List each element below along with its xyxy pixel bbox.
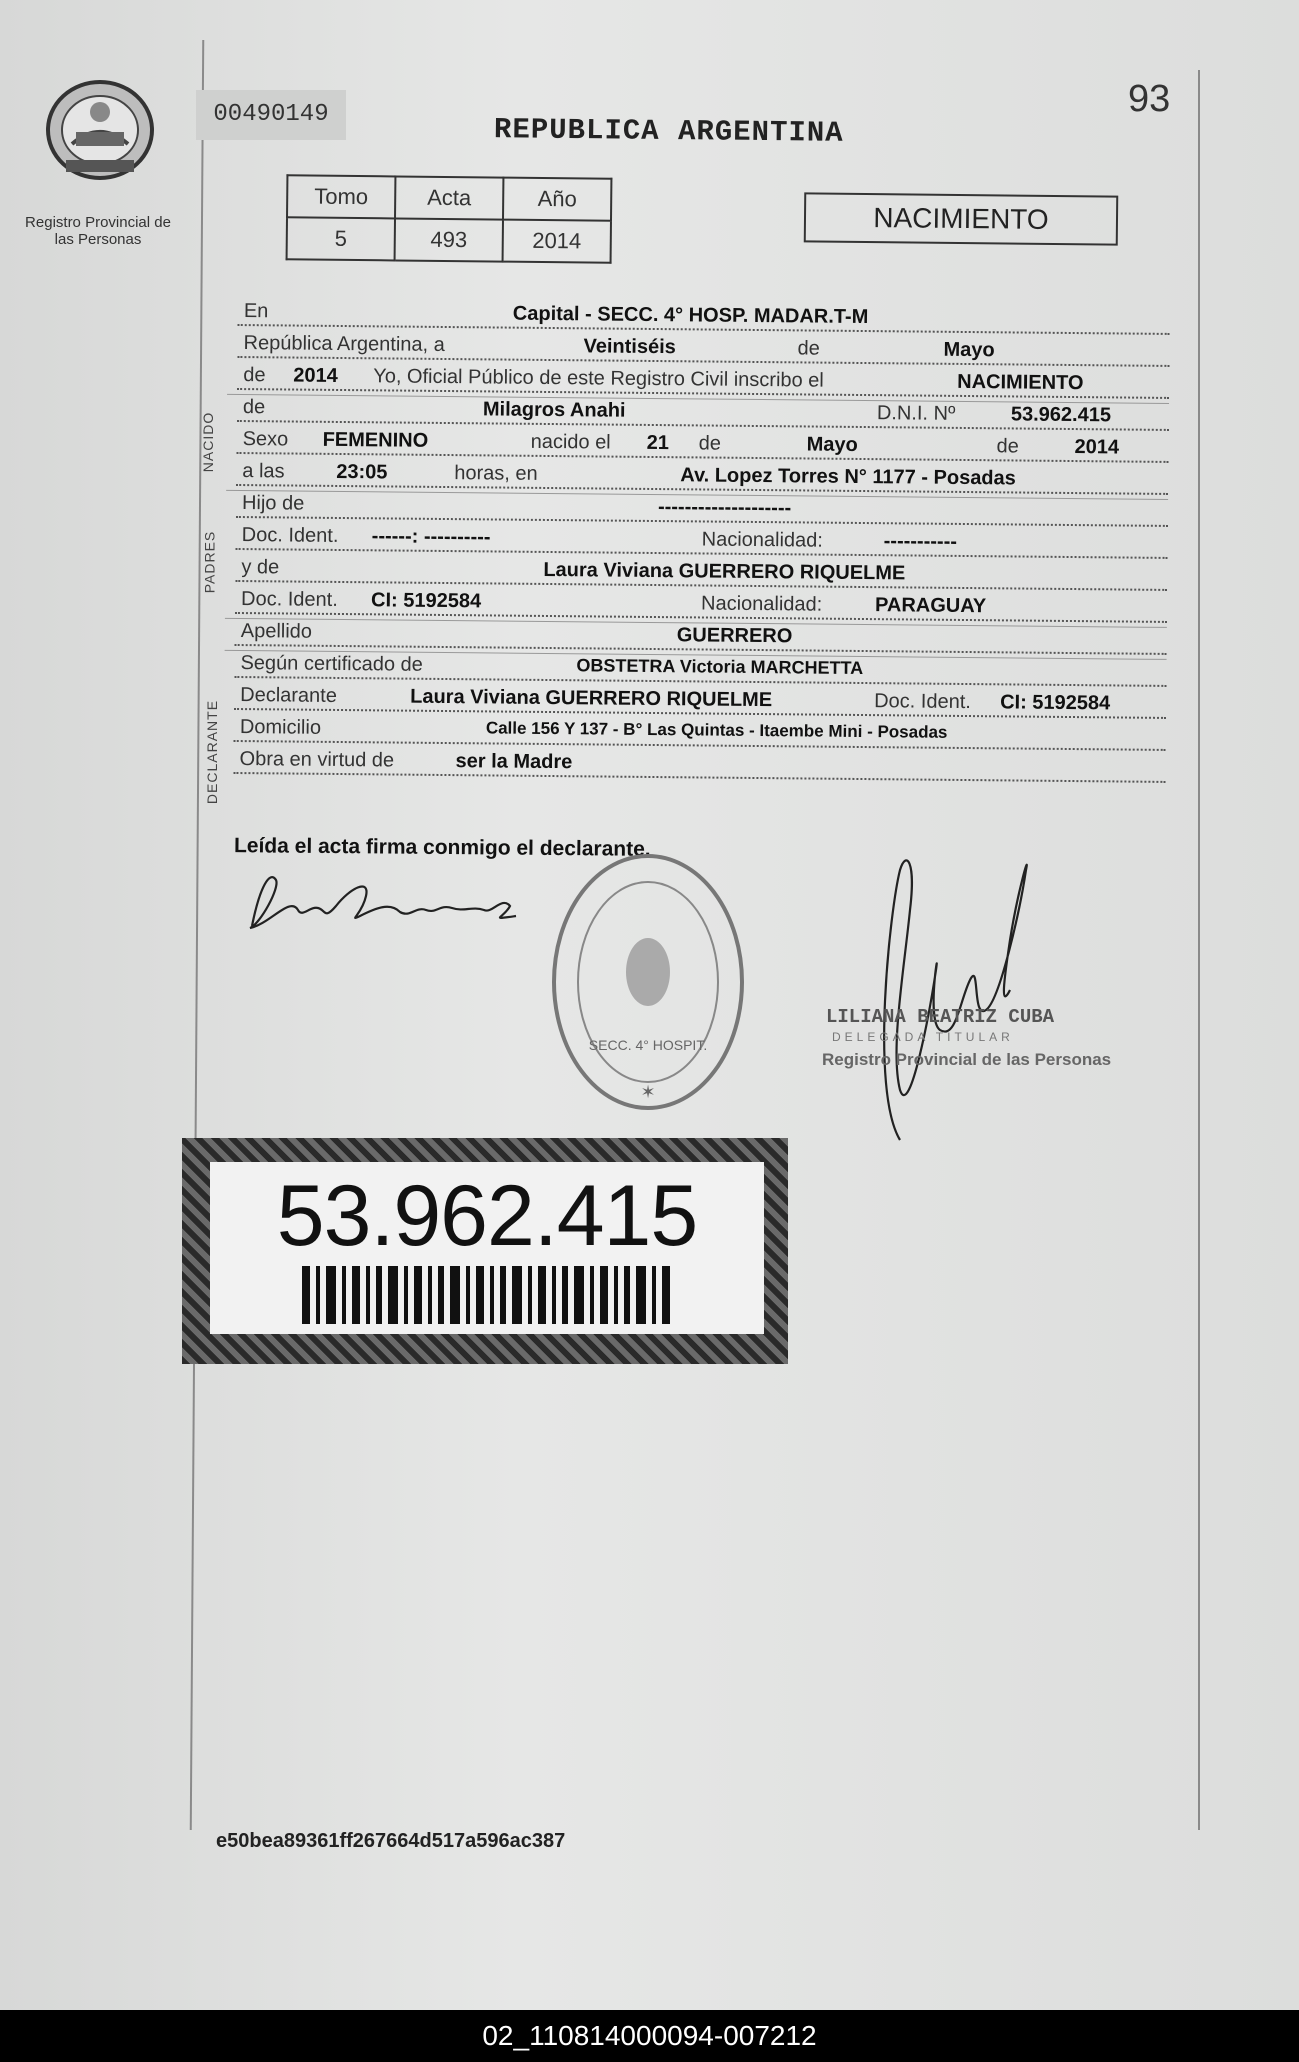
value-month: Mayo [943, 338, 995, 362]
svg-text:SECC. 4° HOSPIT.: SECC. 4° HOSPIT. [588, 1037, 708, 1053]
label-horas: horas, en [454, 462, 538, 485]
official-signature [860, 850, 1040, 1150]
label-de: de [797, 337, 820, 360]
value-certificado: OBSTETRA Victoria MARCHETTA [576, 655, 864, 679]
value-birth-month: Mayo [806, 433, 858, 456]
value-mother-doc: CI: 5192584 [370, 589, 482, 613]
value-birth-year: 2014 [1074, 436, 1120, 459]
province-coat-of-arms-icon [42, 80, 158, 180]
acta-header: Acta [395, 176, 503, 219]
label-nacido: nacido el [530, 430, 611, 454]
value-father: -------------------- [657, 496, 792, 520]
value-time: 23:05 [336, 460, 388, 484]
label-republica: República Argentina, a [243, 332, 445, 356]
label-dni: D.N.I. Nº [876, 402, 956, 425]
footer-id: 02_110814000094-007212 [482, 2020, 817, 2051]
label-a-las: a las [242, 460, 285, 483]
label-domicilio: Domicilio [239, 716, 322, 739]
registry-stamp [548, 850, 748, 1115]
value-declarante: Laura Viviana GUERRERO RIQUELME [410, 685, 773, 712]
oficial-text: Yo, Oficial Público de este Registro Civil inscribo el [373, 365, 824, 392]
value-mother-nat: PARAGUAY [874, 594, 987, 618]
official-role: DELEGADA TITULAR [832, 1030, 1014, 1044]
side-label-nacido: NACIDO [200, 411, 217, 473]
value-father-nat: ----------- [883, 530, 958, 553]
value-place: Av. Lopez Torres N° 1177 - Posadas [680, 464, 1016, 490]
label-certificado: Según certificado de [240, 652, 423, 676]
document-hash: e50bea89361ff267664d517a596ac387 [216, 1830, 566, 1852]
svg-text:✶: ✶ [640, 1082, 656, 1102]
value-declarante-doc: CI: 5192584 [1000, 691, 1111, 715]
serial-number: 00490149 [196, 90, 346, 140]
value-name: Milagros Anahi [482, 398, 626, 422]
value-inscribo: NACIMIENTO [957, 370, 1084, 395]
official-name: LILIANA BEATRIZ CUBA [826, 1006, 1055, 1028]
label-sexo: Sexo [242, 428, 289, 451]
value-domicilio: Calle 156 Y 137 - B° Las Quintas - Itaembe Mini - Posadas [485, 718, 948, 742]
value-en: Capital - SECC. 4° HOSP. MADAR.T-M [512, 302, 869, 329]
label-doc-father: Doc. Ident. [241, 524, 339, 547]
tomo-header: Tomo [287, 175, 395, 218]
registry-name: Registro Provincial de las Personas [25, 214, 171, 248]
label-obra: Obra en virtud de [239, 748, 395, 772]
dni-label [210, 1162, 764, 1334]
tomo-acta-anio-table [286, 174, 613, 263]
dni-label-number: 53.962.415 [276, 1168, 698, 1264]
label-de-year: de [243, 364, 266, 387]
anio-value: 2014 [503, 220, 611, 263]
page-number: 93 [1128, 78, 1171, 120]
official-org: Registro Provincial de las Personas [822, 1050, 1112, 1069]
label-nat-father: Nacionalidad: [701, 528, 824, 552]
tomo-value: 5 [287, 217, 395, 260]
label-doc-declarante: Doc. Ident. [874, 690, 971, 714]
value-obra: ser la Madre [455, 750, 573, 774]
label-declarante: Declarante [240, 684, 338, 707]
label-doc-mother: Doc. Ident. [241, 588, 338, 611]
value-birth-day: 21 [646, 431, 669, 455]
page-title: REPUBLICA ARGENTINA [493, 113, 844, 150]
label-en: En [243, 300, 269, 323]
side-label-padres: PADRES [201, 530, 218, 594]
value-dni: 53.962.415 [1010, 403, 1112, 427]
label-apellido: Apellido [240, 620, 313, 643]
label-de-name: de [242, 396, 266, 419]
margin-line-left [190, 40, 204, 1830]
barcode-icon [302, 1266, 672, 1324]
value-sexo: FEMENINO [322, 428, 429, 452]
side-label-declarante: DECLARANTE [204, 699, 221, 805]
value-father-doc: ------: ---------- [371, 525, 491, 549]
record-type-box: NACIMIENTO [804, 192, 1119, 245]
label-de-month: de [698, 432, 721, 455]
closing-statement: Leída el acta firma conmigo el declarante. [233, 834, 651, 861]
anio-header: Año [503, 178, 611, 221]
label-hijo: Hijo de [241, 492, 305, 515]
label-de-birth-year: de [996, 435, 1019, 458]
footer-bar [0, 2010, 1299, 2062]
value-apellido: GUERRERO [676, 624, 793, 648]
label-nat-mother: Nacionalidad: [700, 592, 823, 616]
label-y-de: y de [241, 556, 280, 579]
declarant-signature [240, 866, 522, 940]
value-day-words: Veintiséis [583, 335, 676, 359]
value-mother: Laura Viviana GUERRERO RIQUELME [543, 558, 906, 585]
record-form [233, 298, 1170, 787]
margin-line-right [1198, 70, 1200, 1830]
value-year: 2014 [293, 364, 338, 387]
acta-value: 493 [395, 218, 503, 261]
